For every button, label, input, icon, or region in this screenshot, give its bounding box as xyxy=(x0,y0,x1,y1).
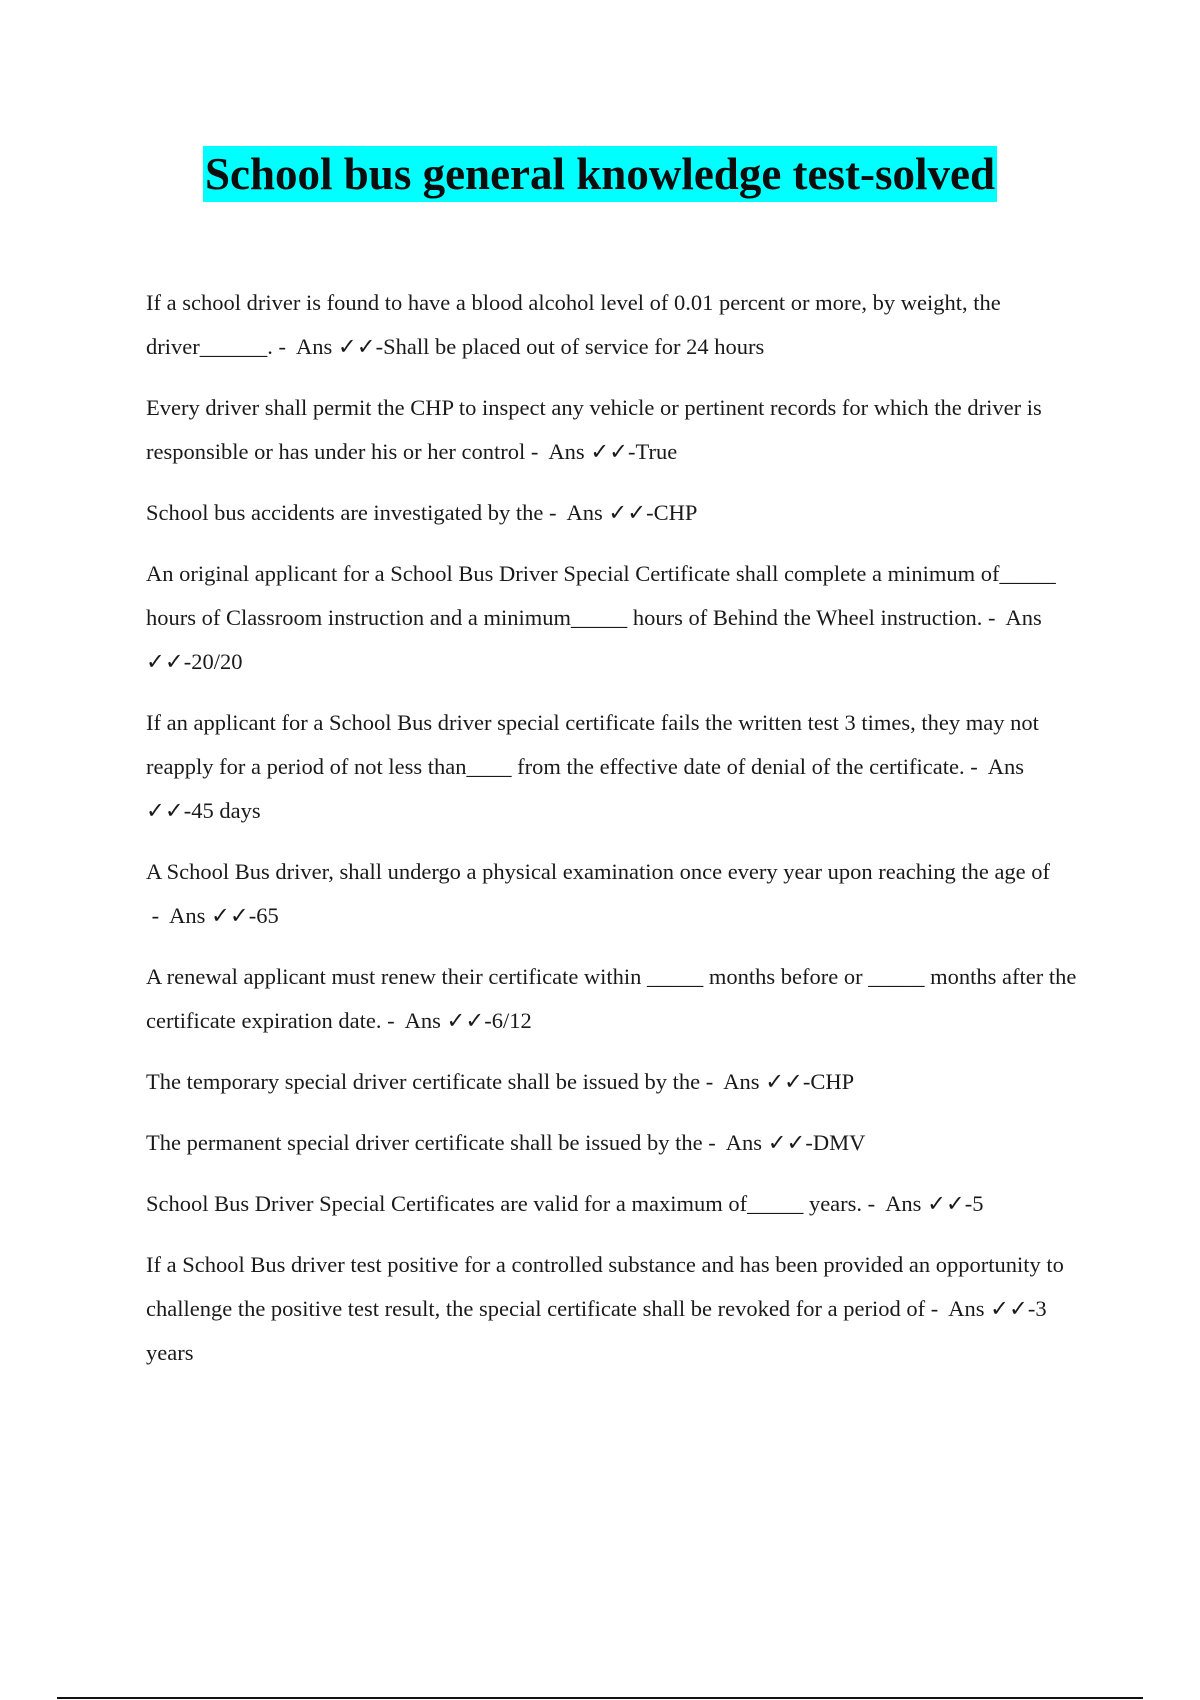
question-text: If an applicant for a School Bus driver special certificate fails the written test 3 times, they may not reapply for a period of not less than____ from the effective date of denial of the certificate. xyxy=(146,710,1039,779)
separator: - xyxy=(982,605,1006,630)
answer-text: CHP xyxy=(653,500,698,525)
question-text: If a school driver is found to have a blood alcohol level of 0.01 percent or more, by weight, the driver______. xyxy=(146,290,1001,359)
qa-item xyxy=(146,1243,1096,1375)
check-marks-icon: ✓✓ xyxy=(146,798,184,823)
check-marks-icon: ✓✓ xyxy=(211,903,249,928)
answer-dash: - xyxy=(183,798,192,823)
answer-dash: - xyxy=(646,500,654,525)
answer-dash: - xyxy=(964,1191,973,1216)
answer-text: 65 xyxy=(256,903,279,928)
separator: - xyxy=(381,1008,405,1033)
answer-prefix: Ans xyxy=(723,1069,760,1094)
qa-item xyxy=(146,491,1096,535)
separator: - xyxy=(964,754,988,779)
question-text: The temporary special driver certificate shall be issued by the xyxy=(146,1069,701,1094)
answer-prefix: Ans xyxy=(1005,605,1042,630)
title-container xyxy=(0,146,1200,202)
check-marks-icon: ✓✓ xyxy=(990,1296,1028,1321)
separator: - xyxy=(702,1130,726,1155)
separator: - xyxy=(925,1296,949,1321)
answer-prefix: Ans xyxy=(725,1130,763,1155)
check-marks-icon: ✓✓ xyxy=(608,500,647,525)
answer-dash: - xyxy=(1027,1296,1036,1321)
question-text: An original applicant for a School Bus Driver Special Certificate shall complete a minimum of_____ hours of Classroom instruction and a minimum_____ hours of Behind the Wheel instruction. xyxy=(146,561,1056,630)
answer-prefix: Ans xyxy=(548,439,585,464)
bottom-divider xyxy=(57,1697,1143,1699)
check-marks-icon: ✓✓ xyxy=(767,1130,806,1155)
answer-prefix: Ans xyxy=(948,1296,985,1321)
answer-prefix: Ans xyxy=(296,334,333,359)
answer-dash: - xyxy=(248,903,257,928)
check-marks-icon: ✓✓ xyxy=(765,1069,803,1094)
qa-item xyxy=(146,1182,1096,1226)
answer-dash: - xyxy=(375,334,384,359)
answer-dash: - xyxy=(484,1008,492,1033)
answer-prefix: Ans xyxy=(566,500,603,525)
separator: - xyxy=(146,903,170,928)
separator: - xyxy=(272,334,296,359)
check-marks-icon: ✓✓ xyxy=(146,649,184,674)
answer-prefix: Ans xyxy=(987,754,1025,779)
answer-text: 20/20 xyxy=(191,649,243,674)
question-text: If a School Bus driver test positive for a controlled substance and has been provided an opportunity to challenge the positive test result, the special certificate shall be revoked for a period of xyxy=(146,1252,1064,1321)
check-marks-icon: ✓✓ xyxy=(927,1191,965,1216)
qa-item xyxy=(146,552,1096,684)
qa-item xyxy=(146,701,1096,833)
question-text: A renewal applicant must renew their certificate within _____ months before or _____ months after the certificate expiration date. xyxy=(146,964,1077,1033)
answer-text: 45 days xyxy=(191,798,261,823)
qa-item xyxy=(146,386,1096,474)
answer-text: 3 years xyxy=(146,1296,1047,1365)
question-text: School bus accidents are investigated by the xyxy=(146,500,544,525)
answer-text: CHP xyxy=(810,1069,855,1094)
answer-text: 5 xyxy=(972,1191,984,1216)
answer-prefix: Ans xyxy=(169,903,206,928)
answer-text: Shall be placed out of service for 24 hours xyxy=(383,334,765,359)
qa-item xyxy=(146,1060,1096,1104)
answer-dash: - xyxy=(802,1069,811,1094)
check-marks-icon: ✓✓ xyxy=(337,334,376,359)
answer-dash: - xyxy=(805,1130,813,1155)
question-answer-list xyxy=(146,281,1096,1392)
answer-text: DMV xyxy=(812,1130,866,1155)
answer-text: 6/12 xyxy=(491,1008,532,1033)
answer-text: True xyxy=(635,439,678,464)
answer-dash: - xyxy=(628,439,636,464)
qa-item xyxy=(146,281,1096,369)
qa-item xyxy=(146,1121,1096,1165)
question-text: A School Bus driver, shall undergo a physical examination once every year upon reaching the age of xyxy=(146,859,1051,884)
page-title: School bus general knowledge test-solved xyxy=(203,146,997,202)
answer-dash: - xyxy=(183,649,192,674)
question-text: The permanent special driver certificate shall be issued by the xyxy=(146,1130,703,1155)
separator: - xyxy=(862,1191,886,1216)
question-text: School Bus Driver Special Certificates are valid for a maximum of_____ years. xyxy=(146,1191,863,1216)
check-marks-icon: ✓✓ xyxy=(446,1008,485,1033)
qa-item xyxy=(146,955,1096,1043)
answer-prefix: Ans xyxy=(404,1008,441,1033)
separator: - xyxy=(525,439,549,464)
question-text: Every driver shall permit the CHP to inspect any vehicle or pertinent records for which the driver is responsible or has under his or her control xyxy=(146,395,1042,464)
separator: - xyxy=(700,1069,724,1094)
qa-item xyxy=(146,850,1096,938)
answer-prefix: Ans xyxy=(885,1191,922,1216)
check-marks-icon: ✓✓ xyxy=(590,439,629,464)
separator: - xyxy=(543,500,567,525)
